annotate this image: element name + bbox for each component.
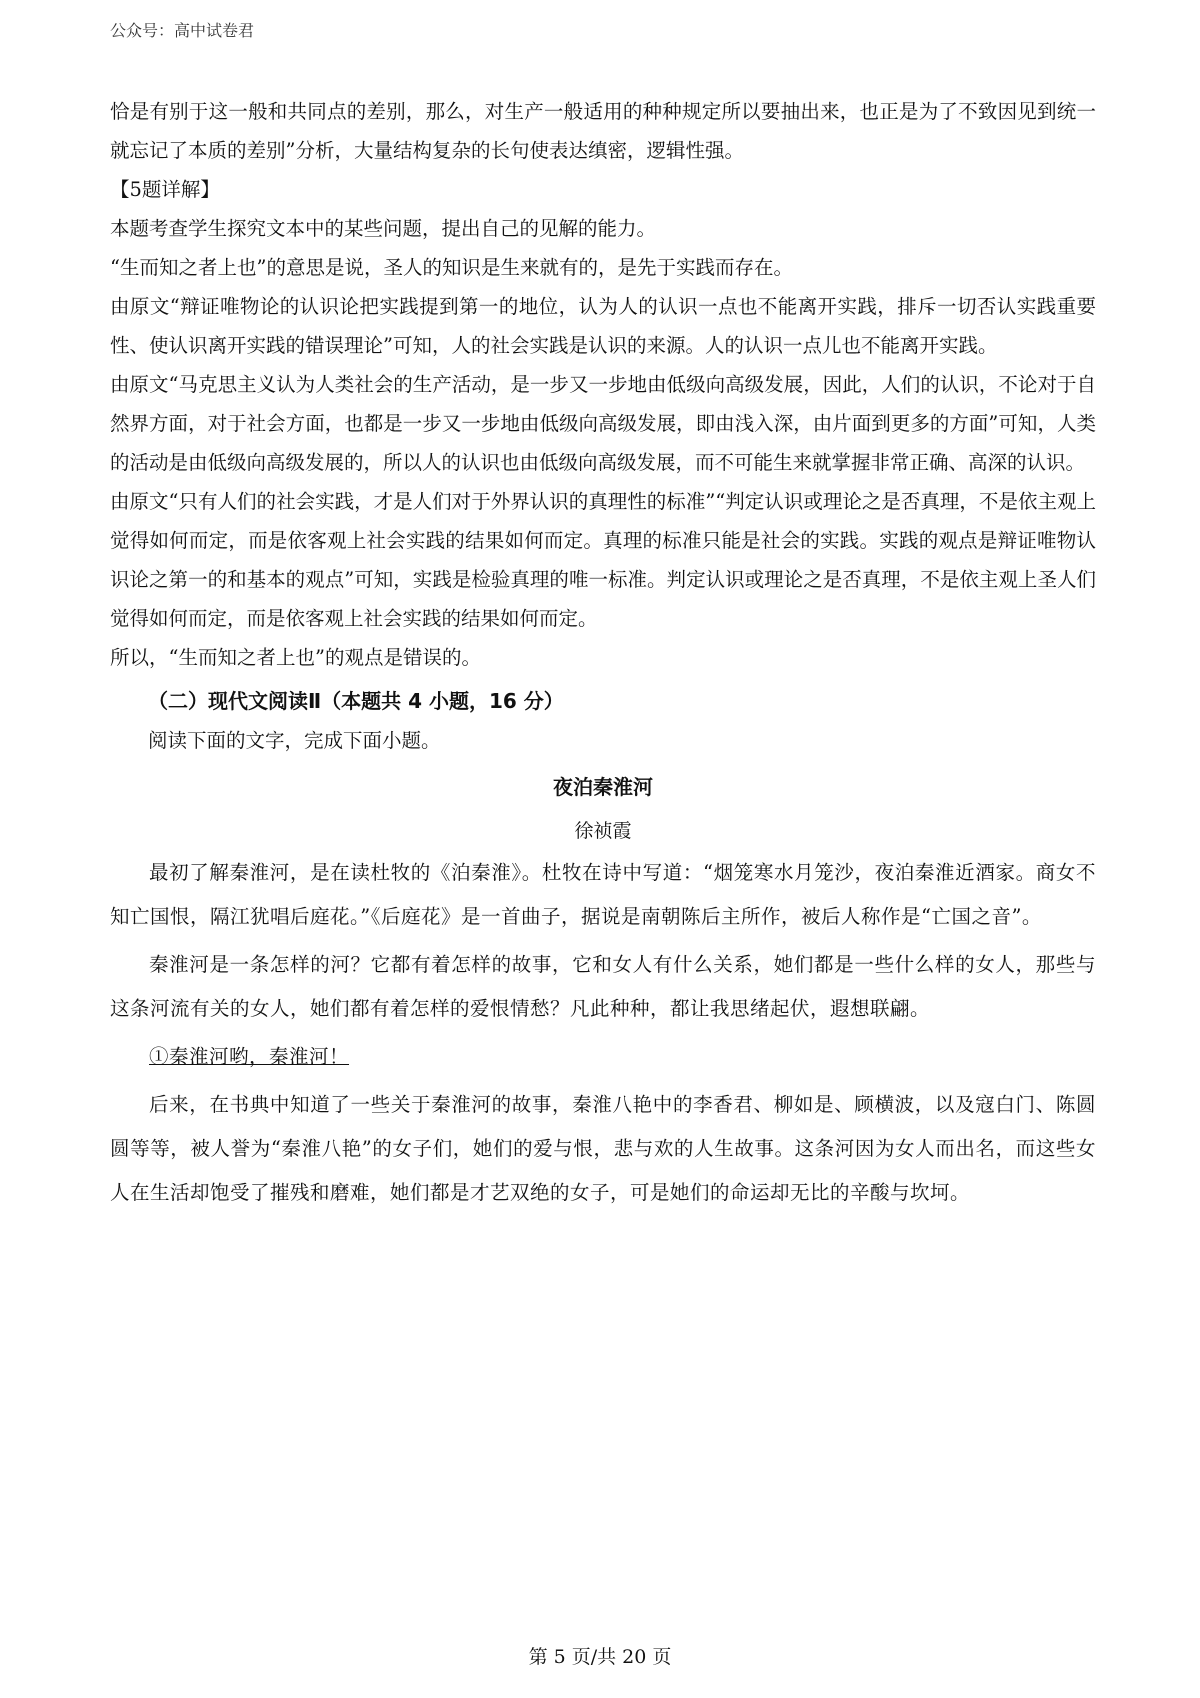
analysis-paragraph: 由原文“辩证唯物论的认识论把实践提到第一的地位，认为人的认识一点也不能离开实践，排斥一切否认实践重要性、使认识离开实践的错误理论”可知，人的社会实践是认识的来源。人的认识一点儿也不能离开实践。 xyxy=(110,295,1096,357)
page-number: 第 5 页/共 20 页 xyxy=(528,1646,672,1668)
analysis-paragraph: 本题考查学生探究文本中的某些问题，提出自己的见解的能力。 xyxy=(110,217,657,240)
question-heading: 【5题详解】 xyxy=(110,178,220,201)
analysis-paragraph: 所以，“生而知之者上也”的观点是错误的。 xyxy=(110,646,481,669)
analysis-paragraph: 恰是有别于这一般和共同点的差别，那么，对生产一般适用的种种规定所以要抽出来，也正是为了不致因见到统一就忘记了本质的差别”分析，大量结构复杂的长句使表达缜密，逻辑性强。 xyxy=(110,100,1096,162)
underlined-sentence: ①秦淮河哟，秦淮河！ xyxy=(149,1045,350,1068)
analysis-paragraph: 由原文“马克思主义认为人类社会的生产活动，是一步又一步地由低级向高级发展，因此，人们的认识，不论对于自然界方面，对于社会方面，也都是一步又一步地由低级向高级发展，即由浅入深，由片面到更多的方面”可知，人类的活动是由低级向高级发展的，所以人的认识也由低级向高级发展，而不可能生来就掌握非常正确、高深的认识。 xyxy=(110,373,1096,474)
page-header-source: 公众号：高中试卷君 xyxy=(110,21,255,40)
article-paragraph: 秦淮河是一条怎样的河？它都有着怎样的故事，它和女人有什么关系，她们都是一些什么样的女人，那些与这条河流有关的女人，她们都有着怎样的爱恨情愁？凡此种种，都让我思绪起伏，遐想联翩。 xyxy=(110,953,1096,1020)
section-title: （二）现代文阅读Ⅱ（本题共 4 小题，16 分） xyxy=(148,689,564,713)
reading-instruction: 阅读下面的文字，完成下面小题。 xyxy=(148,729,441,752)
analysis-paragraph: 由原文“只有人们的社会实践，才是人们对于外界认识的真理性的标准”“判定认识或理论之是否真理，不是依主观上觉得如何而定，而是依客观上社会实践的结果如何而定。真理的标准只能是社会的实践。实践的观点是辩证唯物认识论之第一的和基本的观点”可知，实践是检验真理的唯一标准。判定认识或理论之是否真理，不是依主观上圣人们觉得如何而定，而是依客观上社会实践的结果如何而定。 xyxy=(110,490,1096,630)
article-paragraph: 最初了解秦淮河，是在读杜牧的《泊秦淮》。杜牧在诗中写道：“烟笼寒水月笼沙，夜泊秦淮近酒家。商女不知亡国恨，隔江犹唱后庭花。”《后庭花》是一首曲子，据说是南朝陈后主所作，被后人称作是“亡国之音”。 xyxy=(110,861,1096,928)
article-paragraph: 后来，在书典中知道了一些关于秦淮河的故事，秦淮八艳中的李香君、柳如是、顾横波，以及寇白门、陈圆圆等等，被人誉为“秦淮八艳”的女子们，她们的爱与恨，悲与欢的人生故事。这条河因为女人而出名，而这些女人在生活却饱受了摧残和磨难，她们都是才艺双绝的女子，可是她们的命运却无比的辛酸与坎坷。 xyxy=(110,1093,1096,1204)
page-content xyxy=(110,92,1096,1219)
analysis-paragraph: “生而知之者上也”的意思是说，圣人的知识是生来就有的，是先于实践而存在。 xyxy=(110,256,793,279)
article-title: 夜泊秦淮河 xyxy=(553,775,653,799)
article-paragraph-underlined xyxy=(110,1035,1096,1079)
article-author: 徐祯霞 xyxy=(574,820,632,842)
